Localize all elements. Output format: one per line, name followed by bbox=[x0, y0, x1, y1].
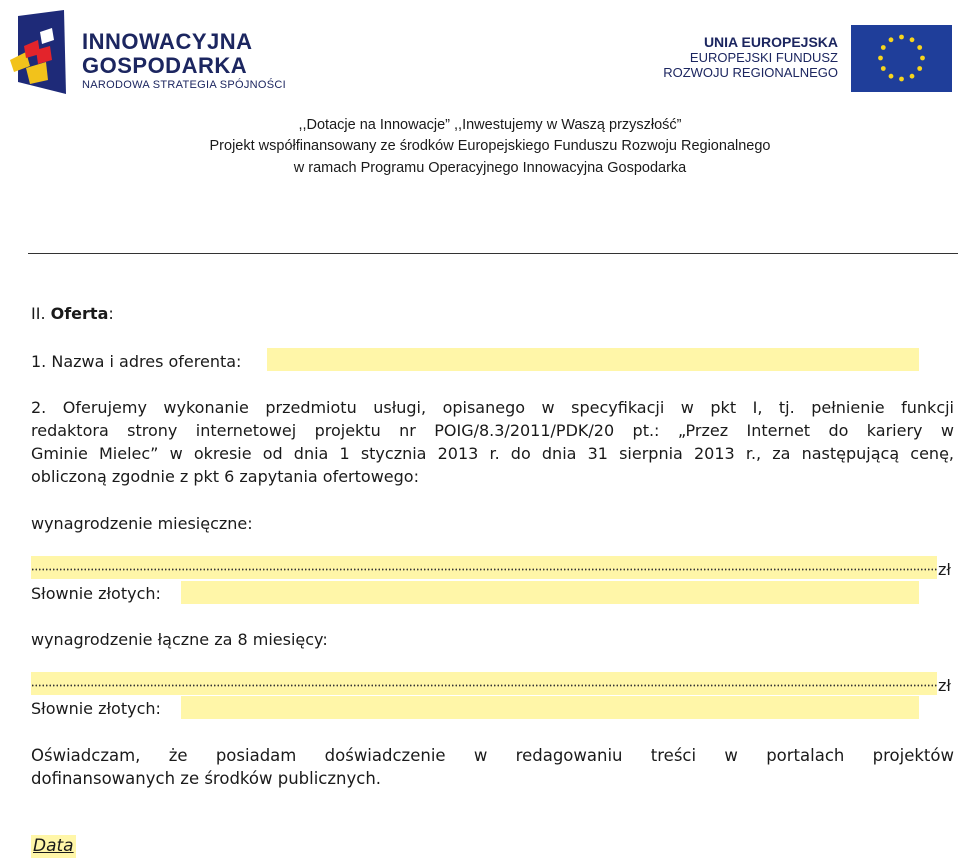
header-divider bbox=[28, 253, 958, 254]
monthly-currency: zł bbox=[938, 560, 951, 579]
offer-paragraph: 2. Oferujemy wykonanie przedmiotu usługi, opisanego w specyfikacji w pkt I, tj. pełnienie funkcji redaktora strony internetowej projektu nr POIG/8.3/2011/PDK/20 pt.: „Przez Internet do kariery w Gminie Mielec” w okresie od dnia 1 stycznia 2013 r. do dnia 31 sierpnia 2013 r., za następującą cenę, obliczoną zgodnie z pkt 6 zapytania ofertowego: bbox=[31, 398, 954, 486]
section-title: II. Oferta: bbox=[31, 304, 114, 323]
eu-flag-icon bbox=[851, 25, 952, 92]
date-label: Data bbox=[33, 836, 74, 856]
header-line-3: w ramach Programu Operacyjnego Innowacyjna Gospodarka bbox=[293, 160, 687, 176]
total-words-label: Słownie złotych: bbox=[31, 699, 161, 718]
total-label: wynagrodzenie łączne za 8 miesięcy: bbox=[31, 630, 328, 649]
header-line-2: Projekt współfinansowany ze środków Europejskiego Funduszu Rozwoju Regionalnego bbox=[209, 138, 771, 154]
logo-title: INNOWACYJNA GOSPODARKA bbox=[82, 29, 253, 78]
monthly-label: wynagrodzenie miesięczne: bbox=[31, 514, 253, 533]
total-amount-field[interactable] bbox=[31, 672, 937, 695]
eu-logo-text: UNIA EUROPEJSKA EUROPEJSKI FUNDUSZ ROZWOJU REGIONALNEGO bbox=[663, 34, 838, 80]
monthly-amount-field[interactable] bbox=[31, 556, 937, 579]
offeror-name-field[interactable] bbox=[267, 348, 919, 371]
experience-statement: Oświadczam, że posiadam doświadczenie w redagowaniu treści w portalach projektów dofinansowanych ze środków publicznych. bbox=[31, 746, 954, 788]
monthly-words-field[interactable] bbox=[181, 581, 919, 604]
offeror-label: 1. Nazwa i adres oferenta: bbox=[31, 352, 242, 371]
header-line-1: ,,Dotacje na Innowacje” ,,Inwestujemy w Waszą przyszłość” bbox=[298, 117, 682, 133]
total-words-field[interactable] bbox=[181, 696, 919, 719]
monthly-words-label: Słownie złotych: bbox=[31, 584, 161, 603]
total-currency: zł bbox=[938, 676, 951, 695]
logo-subtitle: NARODOWA STRATEGIA SPÓJNOŚCI bbox=[82, 79, 286, 91]
